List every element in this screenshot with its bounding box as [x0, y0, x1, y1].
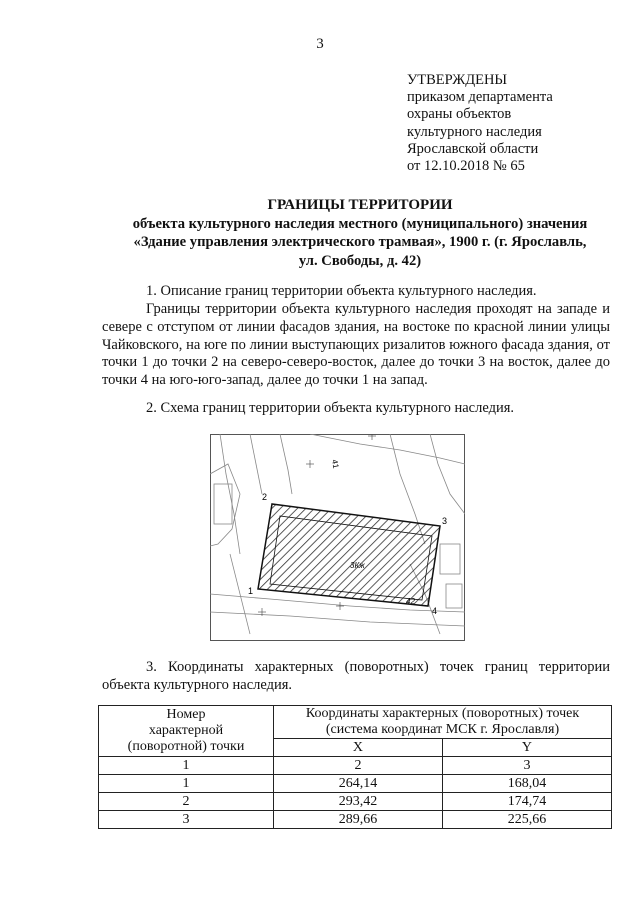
boundary-scheme-map	[210, 434, 465, 641]
table-cell: 2	[274, 757, 443, 775]
table-cell: 1	[99, 757, 274, 775]
y-header: Y	[442, 739, 611, 757]
table-cell: 168,04	[442, 775, 611, 793]
table-cell: 264,14	[274, 775, 443, 793]
coordinates-header: Координаты характерных (поворотных) точек (система координат МСК г. Ярославля)	[274, 706, 612, 739]
section2-heading: 2. Схема границ территории объекта культурного наследия.	[146, 400, 515, 416]
building-label: 3Кж	[350, 561, 365, 570]
approval-line: охраны объектов	[407, 106, 512, 123]
table-cell: 293,42	[274, 793, 443, 811]
approval-line: УТВЕРЖДЕНЫ	[407, 72, 508, 88]
document-title	[80, 196, 640, 270]
point-4-label: 4	[432, 606, 438, 616]
approval-line: культурного наследия	[407, 123, 542, 140]
table-index-row	[99, 757, 612, 775]
approval-line: от 12.10.2018 № 65	[407, 158, 525, 175]
table-row	[99, 793, 612, 811]
point-number-header: Номер характерной (поворотной) точки	[99, 706, 274, 757]
section1-heading: 1. Описание границ территории объекта культурного наследия.	[146, 283, 537, 299]
approval-line: Ярославской области	[407, 140, 539, 157]
point-3-label: 3	[442, 516, 448, 526]
table-cell: 174,74	[442, 793, 611, 811]
table-row	[99, 775, 612, 793]
title-line: объекта культурного наследия местного (муниципального) значения	[132, 215, 588, 232]
title-line: ул. Свободы, д. 42)	[298, 252, 422, 269]
approval-stamp	[407, 72, 553, 175]
table-row	[99, 811, 612, 829]
table-cell: 3	[442, 757, 611, 775]
number-label: 42	[406, 597, 415, 606]
page-number: 3	[316, 36, 324, 52]
table-cell: 225,66	[442, 811, 611, 829]
x-header: X	[274, 739, 443, 757]
table-cell: 289,66	[274, 811, 443, 829]
approval-line: приказом департамента	[407, 89, 553, 106]
point-2-label: 2	[262, 492, 268, 502]
section3-heading: 3. Координаты характерных (поворотных) точек границ территории объекта культурного наследия.	[102, 659, 610, 693]
title-line: «Здание управления электрического трамвая», 1900 г. (г. Ярославль,	[133, 234, 587, 250]
street-number-label: 41	[330, 458, 341, 470]
table-cell: 3	[99, 811, 274, 829]
section1-text: Границы территории объекта культурного наследия проходят на западе и севере с отступом от линии фасадов здания, на востоке по красной линии улицы Чайковского, на юге по линии выступающих ризалитов южного фасада здания, от точки 1 до точки 2 на северо-северо-восток, далее до точки 3 на восток, далее до точки 4 на юго-юго-запад, далее до точки 1 на запад.	[102, 301, 610, 389]
table-cell: 2	[99, 793, 274, 811]
coordinates-table	[98, 705, 612, 829]
table-cell: 1	[99, 775, 274, 793]
title-line: ГРАНИЦЫ ТЕРРИТОРИИ	[267, 197, 453, 213]
point-1-label: 1	[248, 586, 254, 596]
